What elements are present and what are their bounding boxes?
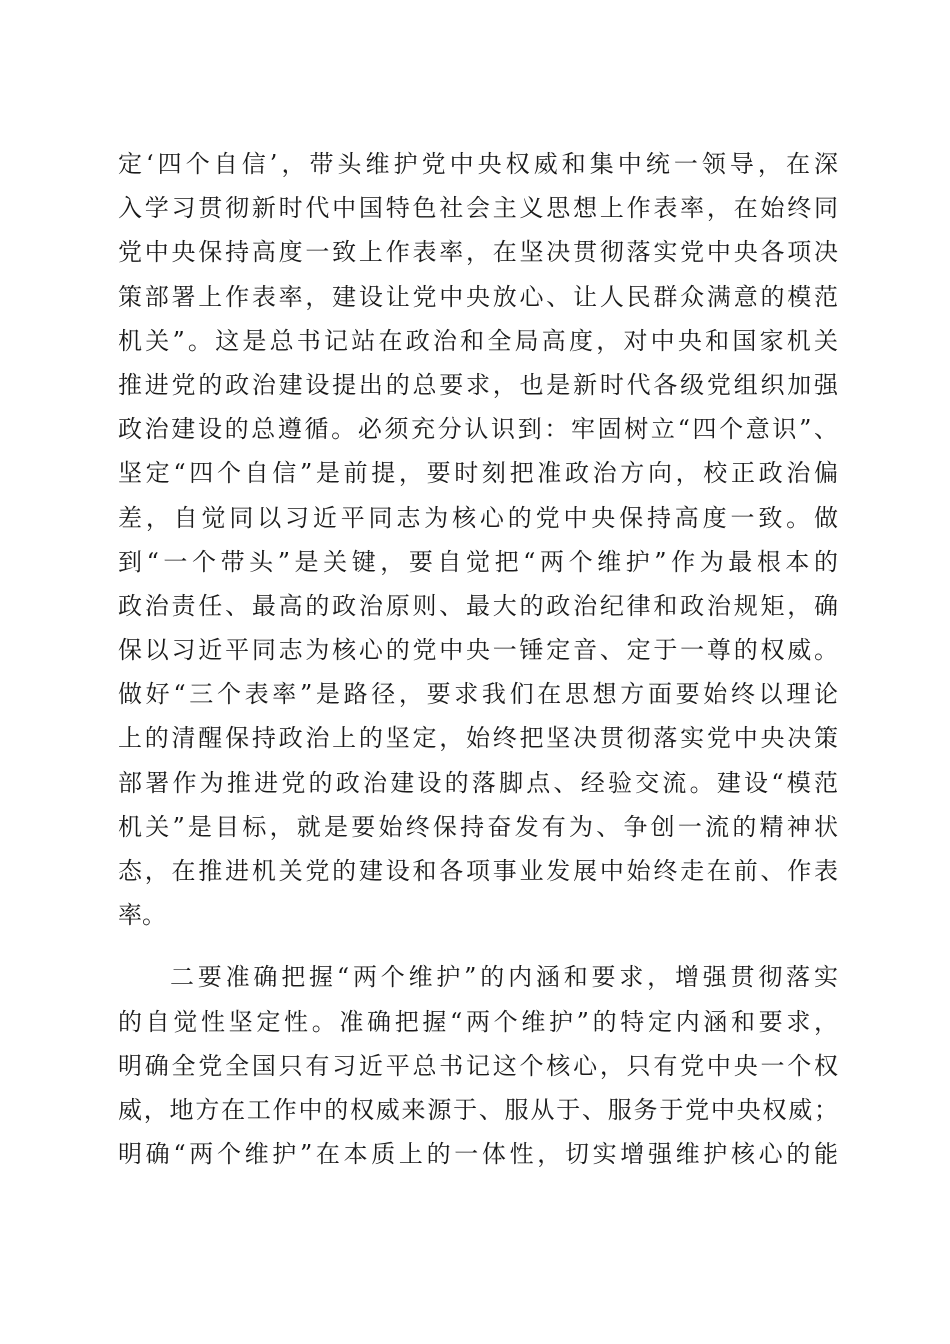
paragraph-gap [118, 937, 838, 955]
text-line: 差，自觉同以习近平同志为核心的党中央保持高度一致。做 [118, 503, 838, 532]
text-line: 部署作为推进党的政治建设的落脚点、经验交流。建设“模范 [118, 768, 838, 797]
text-line: 政治责任、最高的政治原则、最大的政治纪律和政治规矩，确 [118, 591, 838, 620]
text-line: 上的清醒保持政治上的坚定，始终把坚决贯彻落实党中央决策 [118, 724, 838, 753]
text-line: 机关”是目标，就是要始终保持奋发有为、争创一流的精神状 [118, 812, 838, 841]
text-line: 保以习近平同志为核心的党中央一锤定音、定于一尊的权威。 [118, 636, 838, 665]
text-line: 态，在推进机关党的建设和各项事业发展中始终走在前、作表 [118, 857, 838, 885]
text-line: 到“一个带头”是关键，要自觉把“两个维护”作为最根本的 [118, 547, 838, 576]
text-line: 明确“两个维护”在本质上的一体性，切实增强维护核心的能 [118, 1140, 838, 1169]
text-line: 机关”。这是总书记站在政治和全局高度，对中央和国家机关 [118, 326, 838, 355]
text-line: 政治建设的总遵循。必须充分认识到：牢固树立“四个意识”、 [118, 415, 838, 444]
body-text [118, 142, 838, 1176]
text-line: 率。 [118, 901, 166, 930]
text-line: 明确全党全国只有习近平总书记这个核心，只有党中央一个权 [118, 1051, 838, 1080]
text-line: 的自觉性坚定性。准确把握“两个维护”的特定内涵和要求， [118, 1007, 838, 1036]
text-line: 入学习贯彻新时代中国特色社会主义思想上作表率，在始终同 [118, 194, 838, 223]
text-line: 推进党的政治建设提出的总要求，也是新时代各级党组织加强 [118, 370, 838, 399]
text-line: 定‘四个自信’，带头维护党中央权威和集中统一领导，在深 [118, 150, 838, 178]
paragraph-first-line: 二要准确把握“两个维护”的内涵和要求，增强贯彻落实 [170, 963, 838, 992]
text-line: 策部署上作表率，建设让党中央放心、让人民群众满意的模范 [118, 282, 838, 311]
text-line: 党中央保持高度一致上作表率，在坚决贯彻落实党中央各项决 [118, 238, 838, 267]
text-line: 威，地方在工作中的权威来源于、服从于、服务于党中央权威； [118, 1095, 838, 1124]
text-line: 坚定“四个自信”是前提，要时刻把准政治方向，校正政治偏 [118, 459, 838, 488]
text-line: 做好“三个表率”是路径，要求我们在思想方面要始终以理论 [118, 680, 838, 709]
